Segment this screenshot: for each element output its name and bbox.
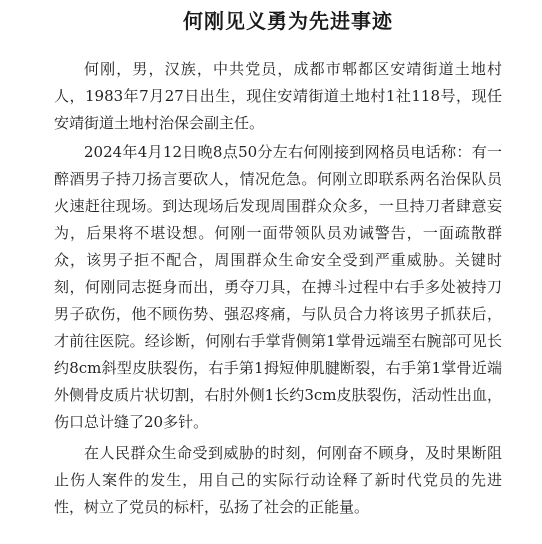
paragraph-profile: 何刚，男，汉族，中共党员，成都市郫都区安靖街道土地村人，1983年7月27日出生，现住安靖街道土地村1社118号，现任安靖街道土地村治保会副主任。 — [54, 60, 502, 132]
paragraph-incident: 2024年4月12日晚8点50分左右何刚接到网格员电话称：有一醉酒男子持刀扬言要砍人，情况危急。何刚立即联系两名治保队员火速赶往现场。到达现场后发现周围群众众多，一旦持刀者肆意妄为，后果将不堪设想。何刚一面带领队员劝诫警告，一面疏散群众，该男子拒不配合，周围群众生命安全受到严重威胁。关键时刻，何刚同志挺身而出，勇夺刀具，在搏斗过程中右手多处被持刀男子砍伤，他不顾伤势、强忍疼痛，与队员合力将该男子抓获后，才前往医院。经诊断，何刚右手掌背侧第1掌骨远端至右腕部可见长约8cm斜型皮肤裂伤，右手第1拇短伸肌腱断裂，右手第1掌骨近端外侧骨皮质片状切割，右肘外侧1长约3cm皮肤裂伤，活动性出血，伤口总计缝了20多针。 — [54, 143, 502, 431]
paragraph-conclusion: 在人民群众生命受到威胁的时刻，何刚奋不顾身，及时果断阻止伤人案件的发生，用自己的实际行动诠释了新时代党员的先进性，树立了党员的标杆，弘扬了社会的正能量。 — [54, 444, 502, 516]
document-title: 何刚见义勇为先进事迹 — [183, 9, 393, 33]
